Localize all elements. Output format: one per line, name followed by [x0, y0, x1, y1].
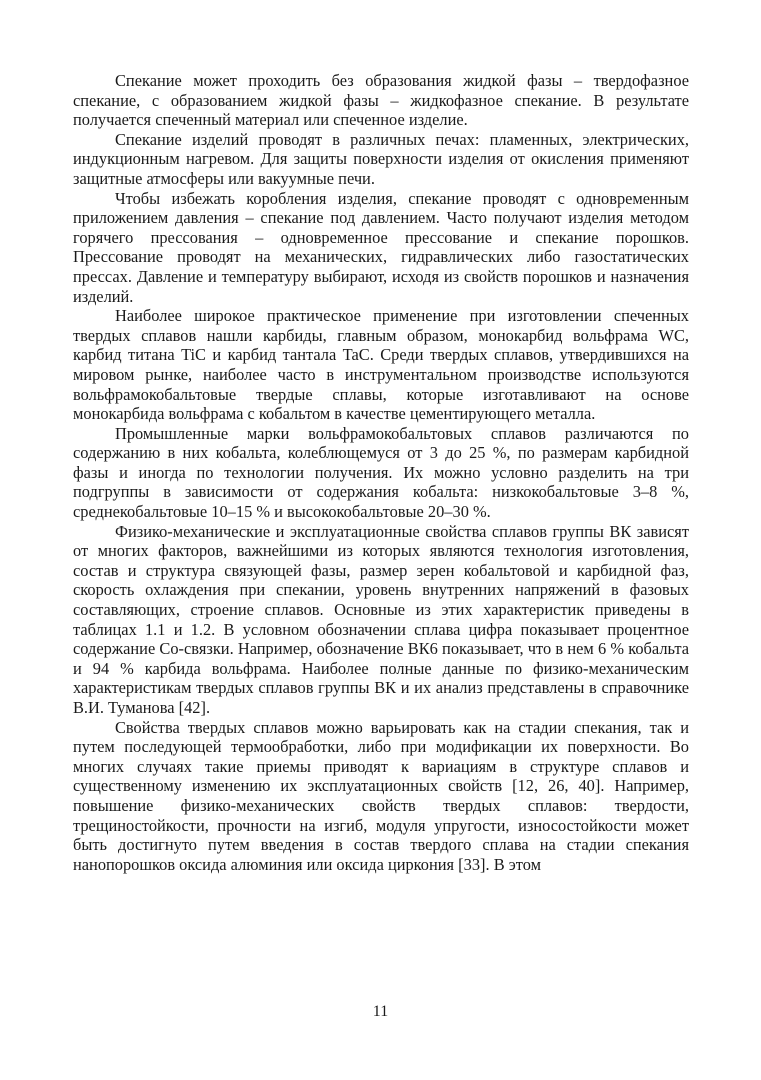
paragraph-furnaces: Спекание изделий проводят в различных печах: пламенных, электрических, индукционным нагревом. Для защиты поверхности изделия от окисления применяют защитные атмосферы или вакуумные печи.: [73, 129, 689, 188]
paragraph-cobalt-grades: Промышленные марки вольфрамокобальтовых сплавов различаются по содержанию в них кобальта, колеблющемуся от 3 до 25 %, по размерам карбидной фазы и иногда по технологии получения. Их можно условно разделить на три подгруппы в зависимости от содержания кобальта: низкокобальтовые 3–8 %, среднекобальтовые 10–15 % и высококобальтовые 20–30 %.: [73, 423, 689, 522]
body-text: [73, 71, 689, 874]
page-number: 11: [372, 1003, 389, 1020]
paragraph-vk-properties: Физико-механические и эксплуатационные свойства сплавов группы ВК зависят от многих факторов, важнейшими из которых являются технология изготовления, состав и структура связующей фазы, размер зерен кобальтовой и карбидной фаз, скорость охлаждения при спекании, уровень внутренних напряжений в фазовых составляющих, строение сплавов. Основные из этих характеристик приведены в таблицах 1.1 и 1.2. В условном обозначении сплава цифра показывает процентное содержание Co-связки. Например, обозначение ВК6 показывает, что в нем 6 % кобальта и 94 % карбида вольфрама. Наиболее полные данные по физико-механическим характеристикам твердых сплавов группы ВК и их анализ представлены в справочнике В.И. Туманова [42].: [73, 521, 689, 717]
paragraph-property-variation: Свойства твердых сплавов можно варьировать как на стадии спекания, так и путем последующей термообработки, либо при модификации их поверхности. Во многих случаях такие приемы приводят к вариациям в структуре сплавов и существенному изменению их эксплуатационных свойств [12, 26, 40]. Например, повышение физико-механических свойств твердых сплавов: твердости, трещиностойкости, прочности на изгиб, модуля упругости, износостойкости может быть достигнуто путем введения в состав твердого сплава на стадии спекания нанопорошков оксида алюминия или оксида циркония [33]. В этом: [73, 717, 689, 874]
paragraph-carbides: Наиболее широкое практическое применение при изготовлении спеченных твердых сплавов нашли карбиды, главным образом, монокарбид вольфрама WC, карбид титана TiC и карбид тантала TaC. Среди твердых сплавов, утвердившихся на мировом рынке, наиболее часто в инструментальном производстве используются вольфрамокобальтовые твердые сплавы, которые изготавливают на основе монокарбида вольфрама с кобальтом в качестве цементирующего металла.: [73, 306, 689, 424]
paragraph-sintering-phases: Спекание может проходить без образования жидкой фазы – твердофазное спекание, с образованием жидкой фазы – жидкофазное спекание. В результате получается спеченный материал или спеченное изделие.: [73, 71, 689, 130]
paragraph-pressure-sintering: Чтобы избежать коробления изделия, спекание проводят с одновременным приложением давления – спекание под давлением. Часто получают изделия методом горячего прессования – одновременное прессование и спекание порошков. Прессование проводят на механических, гидравлических либо газостатических прессах. Давление и температуру выбирают, исходя из свойств порошков и назначения изделий.: [73, 188, 689, 306]
